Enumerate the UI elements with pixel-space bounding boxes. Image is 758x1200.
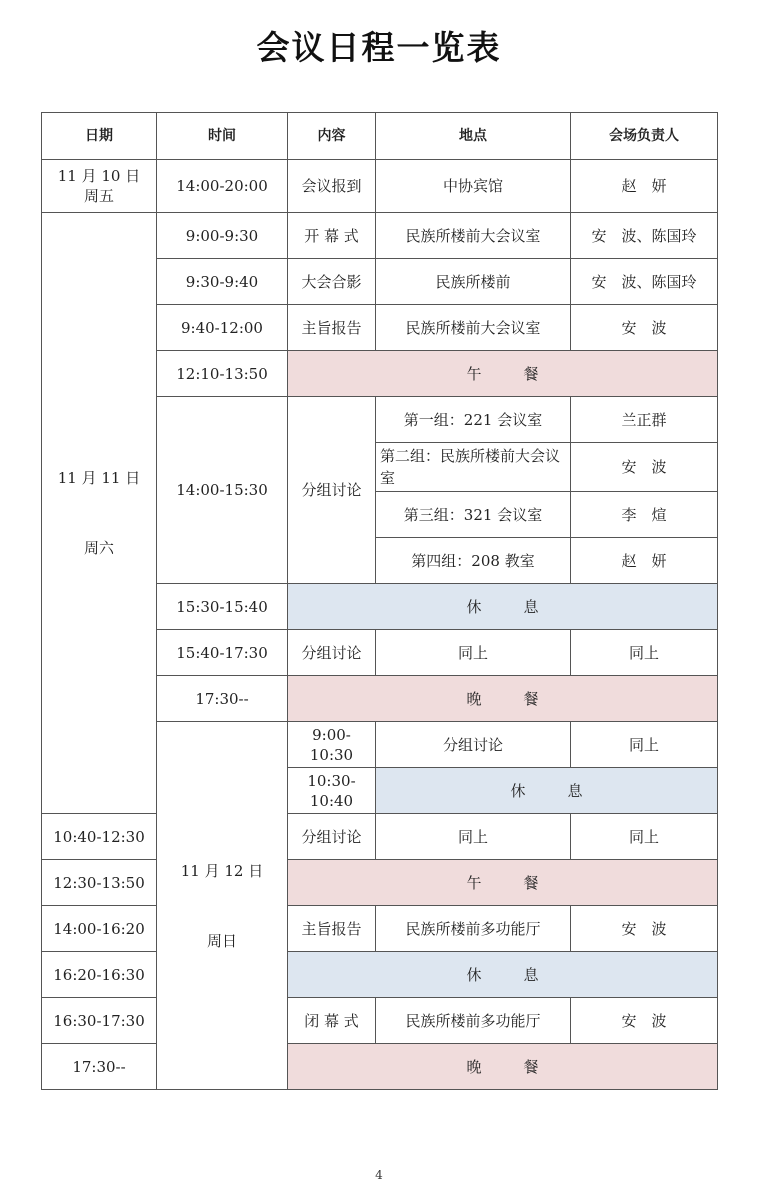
- date-label: 11 月 11 日: [57, 469, 141, 487]
- weekday-label: 周日: [206, 931, 237, 950]
- content-cell: 分组讨论: [376, 722, 571, 768]
- content-cell: 大会合影: [288, 259, 376, 305]
- table-row: [42, 998, 718, 1044]
- time-cell: 14:00-15:30: [157, 397, 288, 584]
- time-cell: 15:40-17:30: [157, 630, 288, 676]
- table-row: [42, 860, 718, 906]
- person-cell: 安 波、陈国玲: [571, 213, 718, 259]
- person-cell: 安 波: [571, 906, 718, 952]
- time-cell: 9:00-10:30: [288, 722, 376, 768]
- table-row: [42, 906, 718, 952]
- time-cell: 17:30--: [157, 676, 288, 722]
- page-title: 会议日程一览表: [256, 28, 502, 67]
- time-cell: 9:40-12:00: [157, 305, 288, 351]
- time-cell: 14:00-20:00: [157, 160, 288, 213]
- content-cell: 分组讨论: [288, 814, 376, 860]
- header-content: 内容: [288, 113, 376, 160]
- location-cell: 中协宾馆: [376, 160, 571, 213]
- content-cell: 分组讨论: [288, 630, 376, 676]
- content-cell: 闭 幕 式: [288, 998, 376, 1044]
- person-cell: 安 波: [571, 305, 718, 351]
- person-cell: 兰正群: [571, 397, 718, 443]
- person-cell: 同上: [571, 630, 718, 676]
- rest-cell: 休 息: [376, 768, 718, 814]
- location-cell: 第二组：民族所楼前大会议室: [376, 443, 571, 492]
- time-cell: 12:30-13:50: [42, 860, 157, 906]
- content-cell: 分组讨论: [288, 397, 376, 584]
- table-row: [42, 814, 718, 860]
- person-cell: 同上: [571, 814, 718, 860]
- person-cell: 安 波: [571, 998, 718, 1044]
- location-cell: 同上: [376, 630, 571, 676]
- date-cell: [42, 213, 157, 814]
- date-label: 11 月 12 日: [180, 861, 264, 880]
- content-cell: 开 幕 式: [288, 213, 376, 259]
- location-cell: 同上: [376, 814, 571, 860]
- time-cell: 17:30--: [42, 1044, 157, 1090]
- header-person: 会场负责人: [571, 113, 718, 160]
- time-cell: 10:40-12:30: [42, 814, 157, 860]
- dinner-cell: 晚 餐: [288, 1044, 718, 1090]
- location-cell: 民族所楼前多功能厅: [376, 998, 571, 1044]
- weekday-label: 周五: [83, 187, 114, 205]
- header-row: [42, 113, 718, 160]
- person-cell: 安 波: [571, 443, 718, 492]
- person-cell: 赵 妍: [571, 538, 718, 584]
- table-row: [42, 1044, 718, 1090]
- page-number: 4: [375, 1168, 383, 1182]
- location-cell: 民族所楼前大会议室: [376, 213, 571, 259]
- dinner-cell: 晚 餐: [288, 676, 718, 722]
- header-location: 地点: [376, 113, 571, 160]
- table-row: [42, 213, 718, 259]
- date-cell: [157, 722, 288, 1090]
- table-row: [42, 952, 718, 998]
- location-cell: 第四组：208 教室: [376, 538, 571, 584]
- rest-cell: 休 息: [288, 952, 718, 998]
- time-cell: 12:10-13:50: [157, 351, 288, 397]
- location-cell: 第一组：221 会议室: [376, 397, 571, 443]
- lunch-cell: 午 餐: [288, 351, 718, 397]
- schedule-table: [41, 112, 718, 1090]
- lunch-cell: 午 餐: [288, 860, 718, 906]
- header-date: 日期: [42, 113, 157, 160]
- rest-cell: 休 息: [288, 584, 718, 630]
- content-cell: 主旨报告: [288, 305, 376, 351]
- date-cell: [42, 160, 157, 213]
- header-time: 时间: [157, 113, 288, 160]
- person-cell: 李 煊: [571, 492, 718, 538]
- location-cell: 同上: [571, 722, 718, 768]
- time-cell: 9:00-9:30: [157, 213, 288, 259]
- person-cell: 安 波、陈国玲: [571, 259, 718, 305]
- content-cell: 会议报到: [288, 160, 376, 213]
- person-cell: 赵 妍: [571, 160, 718, 213]
- location-cell: 民族所楼前大会议室: [376, 305, 571, 351]
- location-cell: 民族所楼前: [376, 259, 571, 305]
- location-cell: 民族所楼前多功能厅: [376, 906, 571, 952]
- table-row: [42, 160, 718, 213]
- time-cell: 16:20-16:30: [42, 952, 157, 998]
- time-cell: 10:30-10:40: [288, 768, 376, 814]
- time-cell: 16:30-17:30: [42, 998, 157, 1044]
- location-cell: 第三组：321 会议室: [376, 492, 571, 538]
- content-cell: 主旨报告: [288, 906, 376, 952]
- time-cell: 15:30-15:40: [157, 584, 288, 630]
- time-cell: 14:00-16:20: [42, 906, 157, 952]
- weekday-label: 周六: [83, 539, 114, 557]
- time-cell: 9:30-9:40: [157, 259, 288, 305]
- date-label: 11 月 10 日: [57, 167, 141, 185]
